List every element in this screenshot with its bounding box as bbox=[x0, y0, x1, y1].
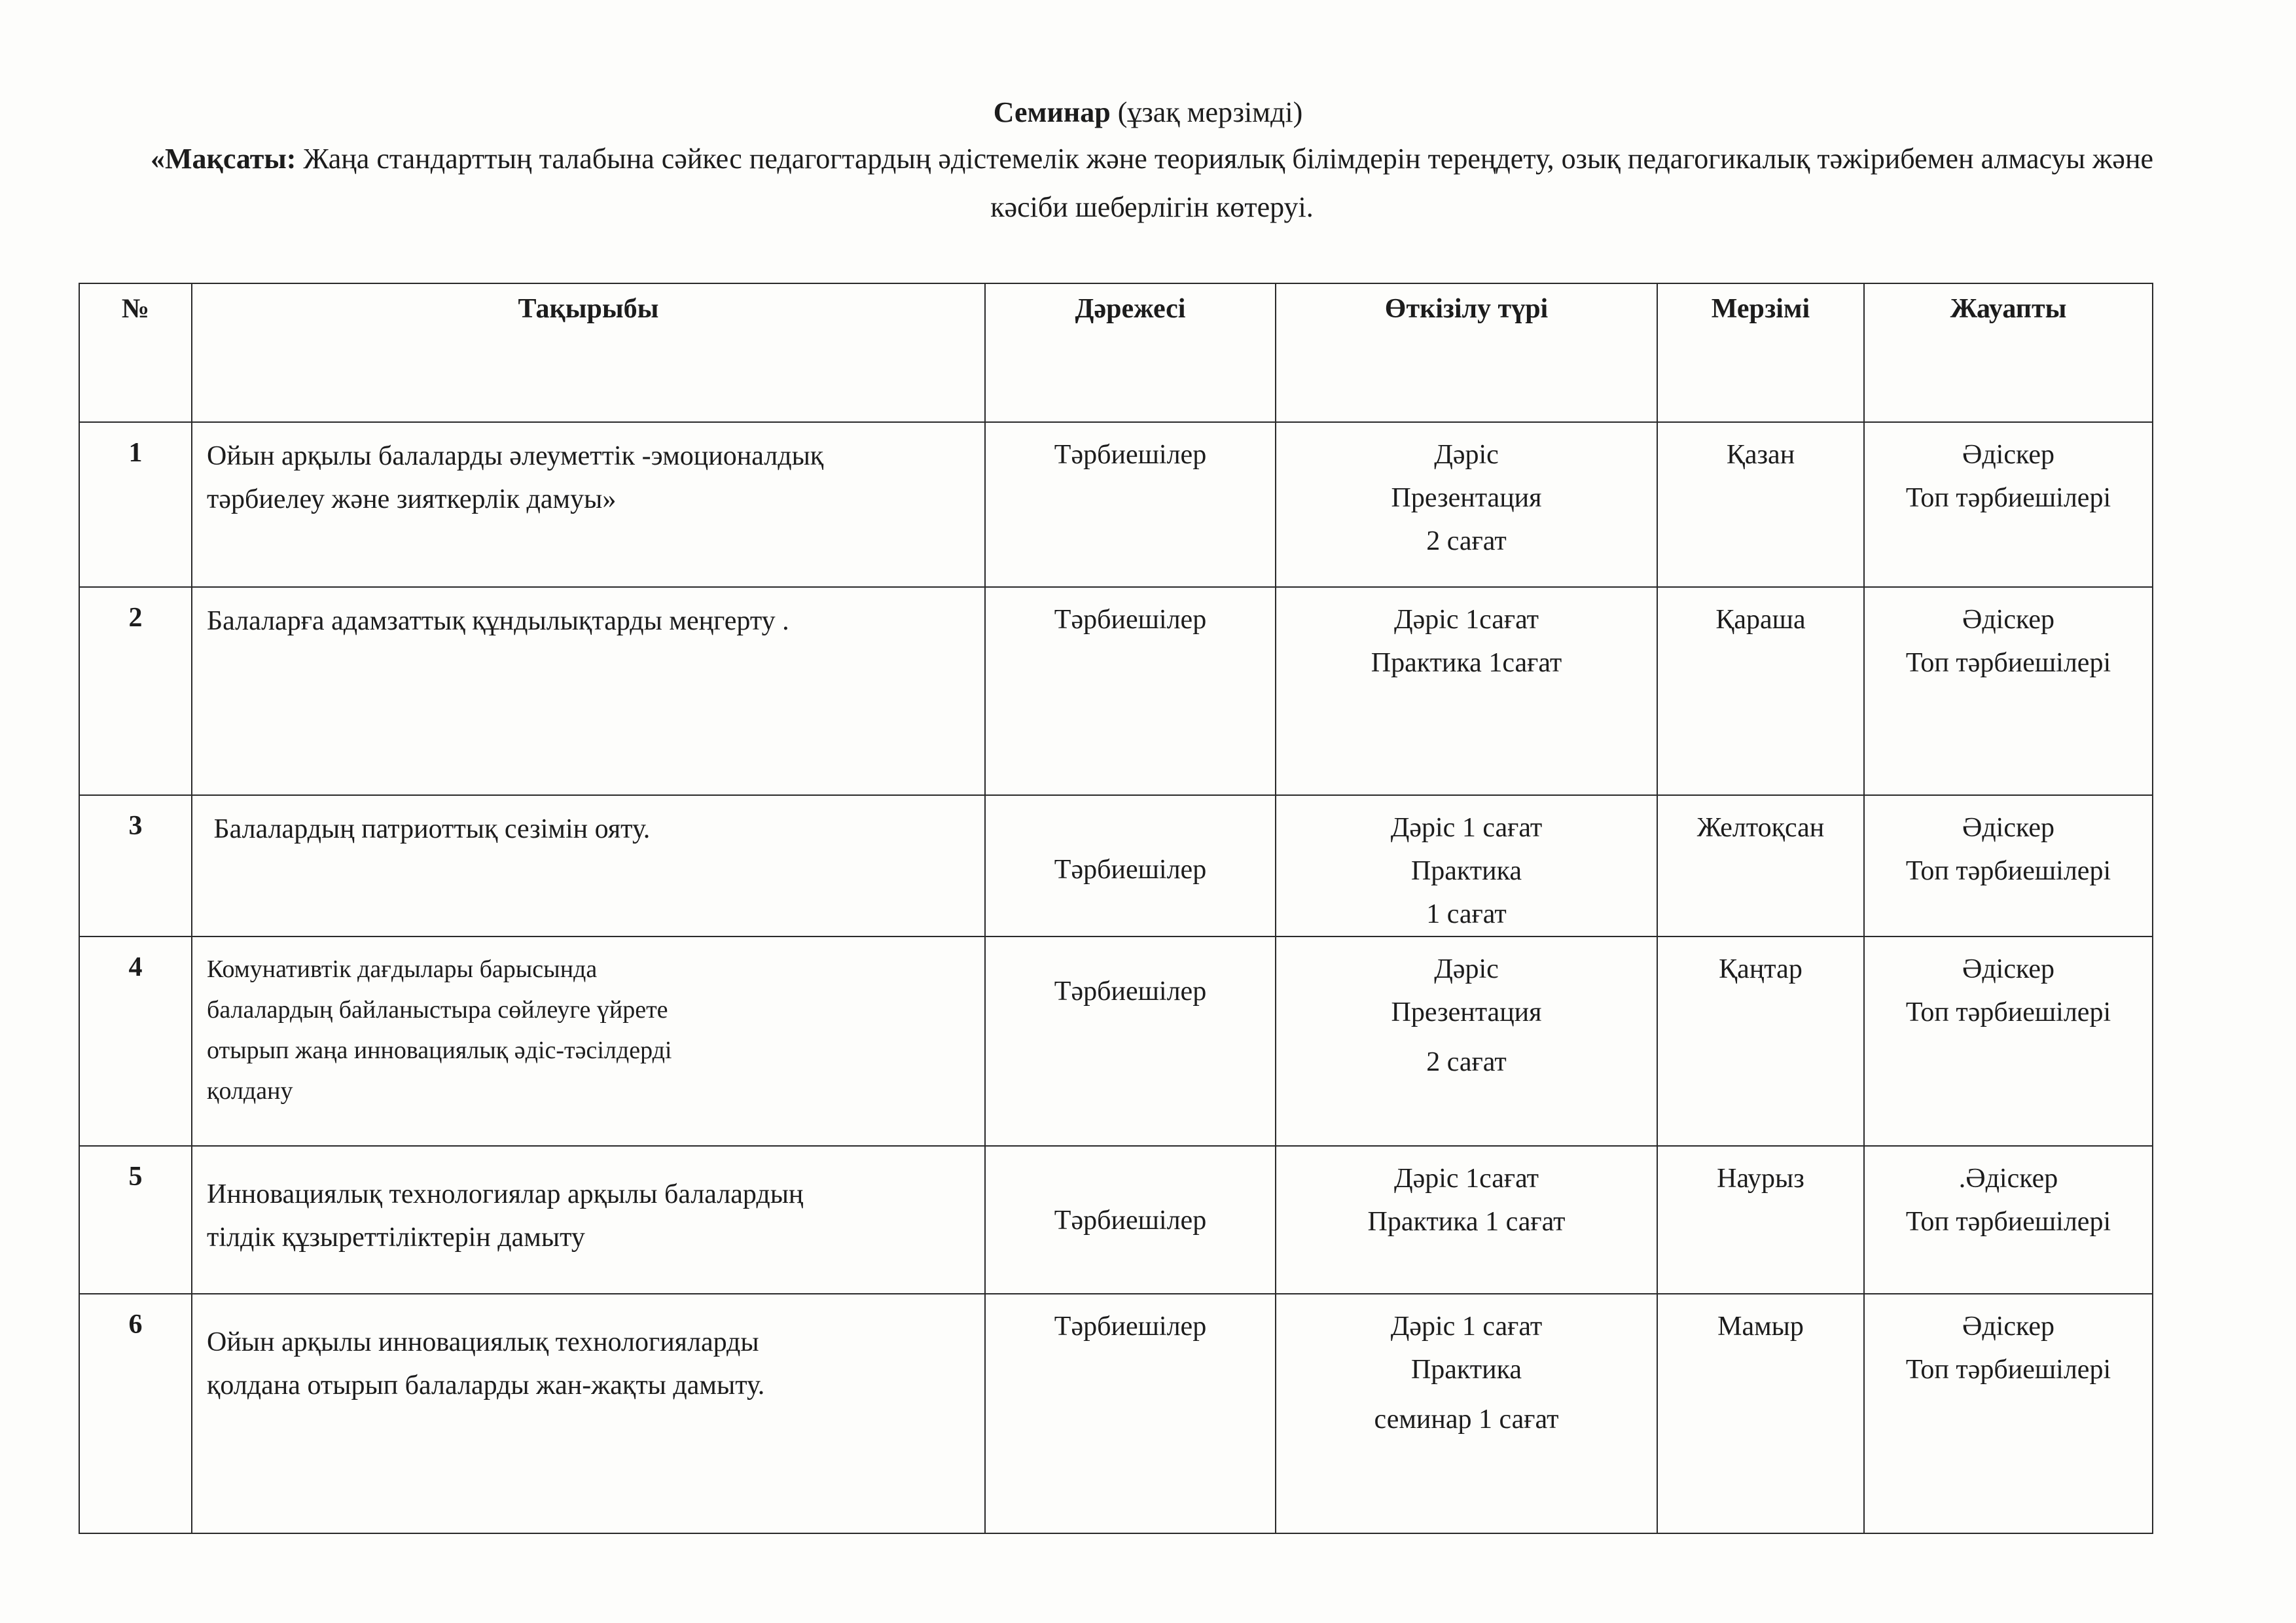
responsible-line: .Әдіскер bbox=[1958, 1164, 2058, 1194]
title-bold: Семинар bbox=[993, 96, 1111, 128]
row-topic bbox=[192, 795, 985, 936]
topic-line: Комунативтік дағдылары барысында bbox=[207, 955, 598, 983]
topic-line: Ойын арқылы инновациялық технологияларды bbox=[207, 1327, 759, 1357]
responsible-line: Әдіскер bbox=[1962, 605, 2054, 635]
header-term: Мерзімі bbox=[1657, 283, 1864, 422]
responsible-line: Әдіскер bbox=[1962, 813, 2054, 843]
row-level: Тәрбиешілер bbox=[985, 795, 1276, 936]
header-form: Өткізілу түрі bbox=[1276, 283, 1657, 422]
goal-label: «Мақсаты: bbox=[150, 143, 296, 175]
table-row bbox=[79, 795, 2153, 936]
form-line: Дәріс 1сағат bbox=[1393, 605, 1539, 635]
row-responsible bbox=[1864, 795, 2153, 936]
row-num: 6 bbox=[79, 1294, 192, 1533]
row-topic bbox=[192, 422, 985, 587]
table-row bbox=[79, 587, 2153, 795]
topic-line: Ойын арқылы балаларды әлеуметтік -эмоционалдық bbox=[207, 441, 824, 471]
row-num: 4 bbox=[79, 936, 192, 1146]
topic-line: отырып жаңа инновациялық әдіс-тәсілдерді bbox=[207, 1037, 672, 1064]
topic-line: қолдана отырып балаларды жан-жақты дамыту. bbox=[207, 1370, 765, 1400]
row-responsible bbox=[1864, 936, 2153, 1146]
row-term: Қаңтар bbox=[1657, 936, 1864, 1146]
responsible-line: Әдіскер bbox=[1962, 440, 2054, 470]
form-line: семинар 1 сағат bbox=[1374, 1404, 1559, 1435]
row-responsible bbox=[1864, 1294, 2153, 1533]
form-line: 1 сағат bbox=[1426, 899, 1507, 929]
responsible-line: Топ тәрбиешілері bbox=[1905, 856, 2111, 886]
row-num: 3 bbox=[79, 795, 192, 936]
row-form bbox=[1276, 1294, 1657, 1533]
responsible-line: Топ тәрбиешілері bbox=[1905, 1207, 2111, 1237]
row-form bbox=[1276, 795, 1657, 936]
form-line: Практика bbox=[1410, 856, 1522, 886]
form-line: Дәріс bbox=[1434, 954, 1499, 984]
goal-statement bbox=[131, 135, 2173, 232]
topic-line: тілдік құзыреттіліктерін дамыту bbox=[207, 1222, 585, 1253]
topic-line: балалардың байланыстыра сөйлеуге үйрете bbox=[207, 996, 668, 1024]
form-line: Презентация bbox=[1391, 483, 1542, 513]
row-responsible bbox=[1864, 587, 2153, 795]
table-row bbox=[79, 936, 2153, 1146]
row-topic bbox=[192, 1146, 985, 1294]
row-term: Желтоқсан bbox=[1657, 795, 1864, 936]
row-term: Наурыз bbox=[1657, 1146, 1864, 1294]
form-line: Практика 1сағат bbox=[1371, 648, 1562, 678]
row-responsible bbox=[1864, 1146, 2153, 1294]
seminar-table bbox=[79, 283, 2153, 1534]
topic-line: Инновациялық технологиялар арқылы балалардың bbox=[207, 1179, 804, 1209]
row-topic bbox=[192, 936, 985, 1146]
row-form bbox=[1276, 587, 1657, 795]
row-term: Қазан bbox=[1657, 422, 1864, 587]
table-row bbox=[79, 422, 2153, 587]
topic-line: тәрбиелеу және зияткерлік дамуы» bbox=[207, 484, 617, 514]
header-num: № bbox=[79, 283, 192, 422]
form-line: Практика 1 сағат bbox=[1367, 1207, 1566, 1237]
table-row bbox=[79, 1294, 2153, 1533]
row-level: Тәрбиешілер bbox=[985, 422, 1276, 587]
row-num: 1 bbox=[79, 422, 192, 587]
topic-line: қолдану bbox=[207, 1077, 293, 1105]
goal-text: Жаңа стандарттың талабына сәйкес педагогтардың әдістемелік және теориялық білімдерін тереңдету, озық педагогикалық тәжірибемен алмасуы және кәсіби шеберлігін көтеруі. bbox=[296, 143, 2154, 223]
form-line: 2 сағат bbox=[1426, 1047, 1507, 1077]
row-form bbox=[1276, 1146, 1657, 1294]
header-level: Дәрежесі bbox=[985, 283, 1276, 422]
responsible-line: Әдіскер bbox=[1962, 954, 2054, 984]
responsible-line: Әдіскер bbox=[1962, 1311, 2054, 1342]
document-title bbox=[0, 93, 2296, 132]
row-level: Тәрбиешілер bbox=[985, 1294, 1276, 1533]
topic-line: Балаларға адамзаттық құндылықтарды меңгерту . bbox=[207, 606, 789, 636]
responsible-line: Топ тәрбиешілері bbox=[1905, 1355, 2111, 1385]
table-header-row bbox=[79, 283, 2153, 422]
form-line: 2 сағат bbox=[1426, 526, 1507, 556]
form-line: Дәріс 1 сағат bbox=[1390, 1311, 1543, 1342]
row-level: Тәрбиешілер bbox=[985, 587, 1276, 795]
form-line: Дәріс 1сағат bbox=[1393, 1164, 1539, 1194]
row-topic bbox=[192, 587, 985, 795]
row-form bbox=[1276, 422, 1657, 587]
form-line: Дәріс 1 сағат bbox=[1390, 813, 1543, 843]
form-line: Презентация bbox=[1391, 997, 1542, 1027]
responsible-line: Топ тәрбиешілері bbox=[1905, 648, 2111, 678]
row-level: Тәрбиешілер bbox=[985, 936, 1276, 1146]
header-responsible: Жауапты bbox=[1864, 283, 2153, 422]
row-term: Қараша bbox=[1657, 587, 1864, 795]
table-row bbox=[79, 1146, 2153, 1294]
row-topic bbox=[192, 1294, 985, 1533]
row-responsible bbox=[1864, 422, 2153, 587]
row-term: Мамыр bbox=[1657, 1294, 1864, 1533]
responsible-line: Топ тәрбиешілері bbox=[1905, 483, 2111, 513]
responsible-line: Топ тәрбиешілері bbox=[1905, 997, 2111, 1027]
form-line: Дәріс bbox=[1434, 440, 1499, 470]
header-topic: Тақырыбы bbox=[192, 283, 985, 422]
title-rest: (ұзақ мерзімді) bbox=[1110, 96, 1303, 128]
topic-line: Балалардың патриоттық сезімін ояту. bbox=[207, 814, 651, 844]
row-form bbox=[1276, 936, 1657, 1146]
row-num: 5 bbox=[79, 1146, 192, 1294]
row-level: Тәрбиешілер bbox=[985, 1146, 1276, 1294]
form-line: Практика bbox=[1410, 1355, 1522, 1385]
row-num: 2 bbox=[79, 587, 192, 795]
